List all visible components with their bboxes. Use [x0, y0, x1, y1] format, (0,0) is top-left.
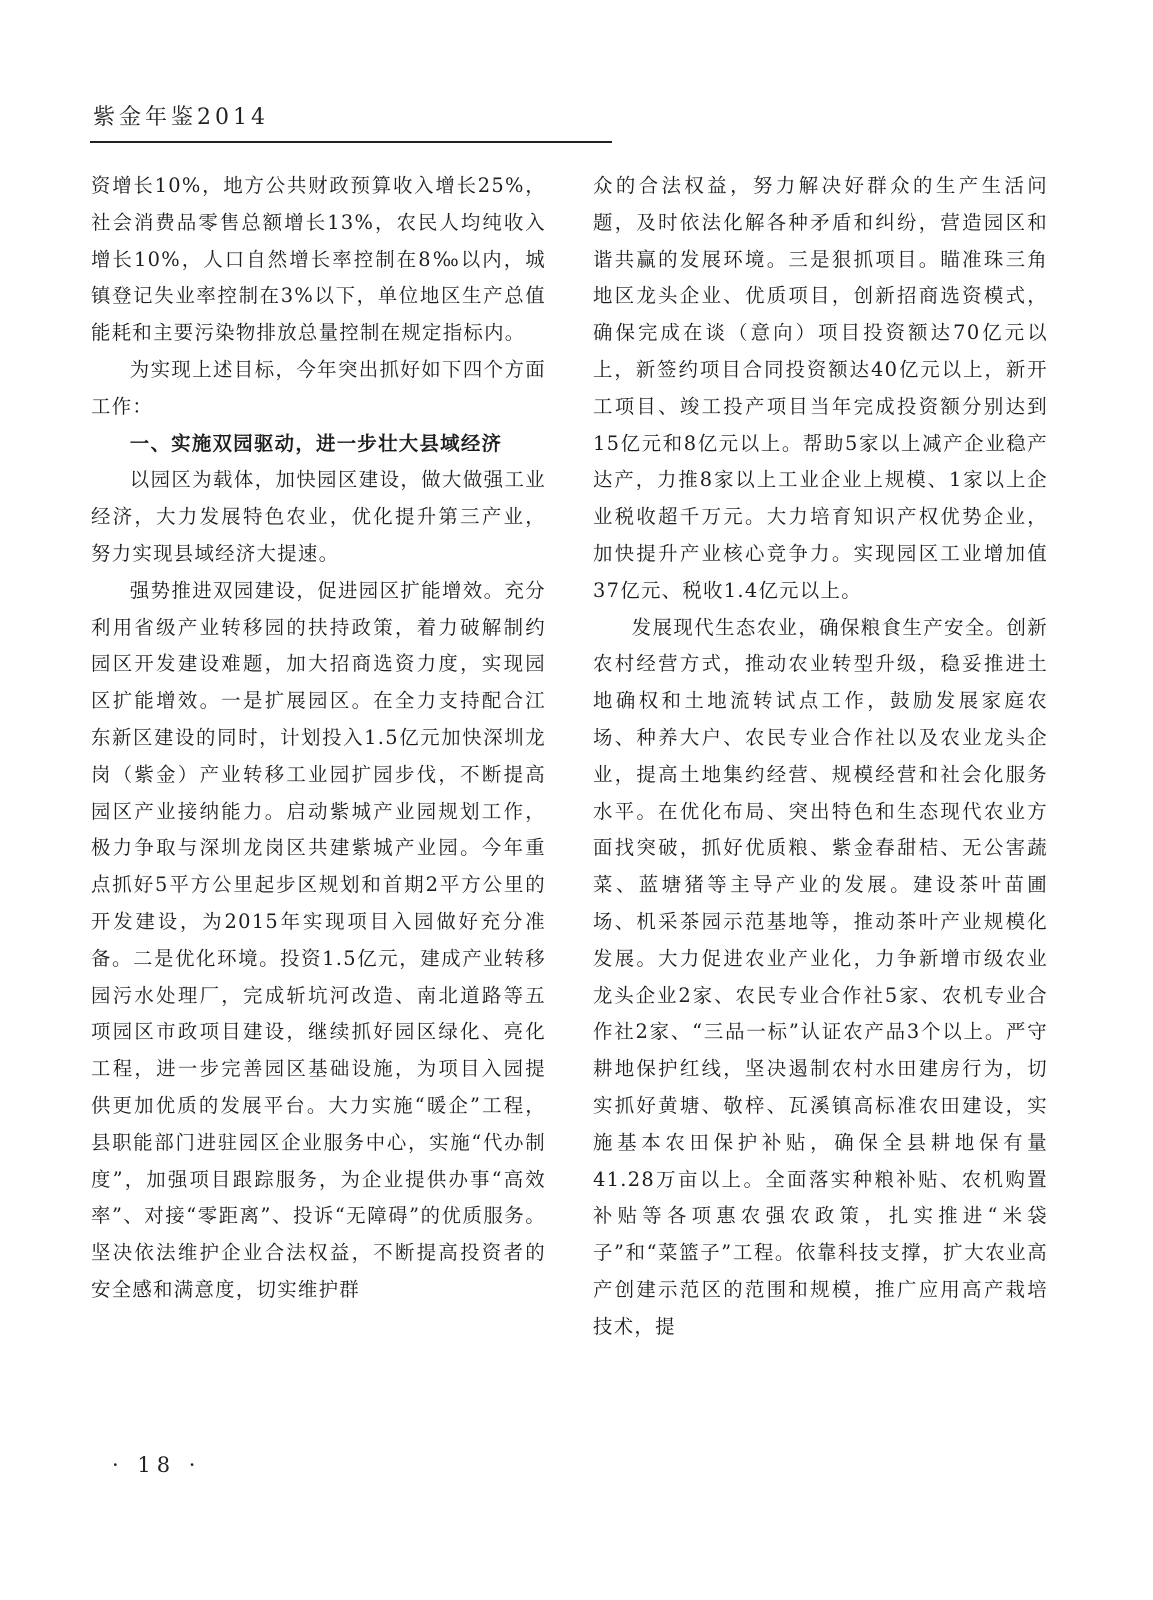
- paragraph: 为实现上述目标，今年突出抓好如下四个方面工作：: [91, 357, 546, 418]
- left-column: [91, 168, 546, 1309]
- paragraph: 以园区为载体，加快园区建设，做大做强工业经济，大力发展特色农业，优化提升第三产业，努力实现县域经济大提速。: [91, 468, 546, 565]
- paragraph: 强势推进双园建设，促进园区扩能增效。充分利用省级产业转移园的扶持政策，着力破解制约园区开发建设难题，加大招商选资力度，实现园区扩能增效。一是扩展园区。在全力支持配合江东新区建设的同时，计划投入1.5亿元加快深圳龙岗（紫金）产业转移工业园扩园步伐，不断提高园区产业接纳能力。启动紫城产业园规划工作，极力争取与深圳龙岗区共建紫城产业园。今年重点抓好5平方公里起步区规划和首期2平方公里的开发建设，为2015年实现项目入园做好充分准备。二是优化环境。投资1.5亿元，建成产业转移园污水处理厂，完成斩坑河改造、南北道路等五项园区市政项目建设，继续抓好园区绿化、亮化工程，进一步完善园区基础设施，为项目入园提供更加优质的发展平台。大力实施“暖企”工程，县职能部门进驻园区企业服务中心，实施“代办制度”，加强项目跟踪服务，为企业提供办事“高效率”、对接“零距离”、投诉“无障碍”的优质服务。坚决依法维护企业合法权益，不断提高投资者的安全感和满意度，切实维护群: [91, 578, 546, 1301]
- header-rule: [90, 141, 612, 143]
- right-column: [593, 168, 1048, 1346]
- paragraph: 资增长10%，地方公共财政预算收入增长25%，社会消费品零售总额增长13%，农民人均纯收入增长10%，人口自然增长率控制在8‰以内，城镇登记失业率控制在3%以下，单位地区生产总值能耗和主要污染物排放总量控制在规定指标内。: [91, 174, 546, 345]
- running-header: 紫金年鉴2014: [93, 105, 269, 130]
- paragraph: 众的合法权益，努力解决好群众的生产生活问题，及时依法化解各种矛盾和纠纷，营造园区和谐共赢的发展环境。三是狠抓项目。瞄准珠三角地区龙头企业、优质项目，创新招商选资模式，确保完成在谈（意向）项目投资额达70亿元以上，新签约项目合同投资额达40亿元以上，新开工项目、竣工投产项目当年完成投资额分别达到15亿元和8亿元以上。帮助5家以上减产企业稳产达产，力推8家以上工业企业上规模、1家以上企业税收超千万元。大力培育知识产权优势企业，加快提升产业核心竞争力。实现园区工业增加值37亿元、税收1.4亿元以上。: [593, 174, 1048, 602]
- section-heading: 一、实施双园驱动，进一步壮大县域经济: [129, 431, 503, 455]
- page-number: · 18 ·: [112, 1453, 202, 1477]
- paragraph: 发展现代生态农业，确保粮食生产安全。创新农村经营方式，推动农业转型升级，稳妥推进土地确权和土地流转试点工作，鼓励发展家庭农场、种养大户、农民专业合作社以及农业龙头企业，提高土地集约经营、规模经营和社会化服务水平。在优化布局、突出特色和生态现代农业方面找突破，抓好优质粮、紫金春甜桔、无公害蔬菜、蓝塘猪等主导产业的发展。建设茶叶苗圃场、机采茶园示范基地等，推动茶叶产业规模化发展。大力促进农业产业化，力争新增市级农业龙头企业2家、农民专业合作社5家、农机专业合作社2家、“三品一标”认证农产品3个以上。严守耕地保护红线，坚决遏制农村水田建房行为，切实抓好黄塘、敬梓、瓦溪镇高标准农田建设，实施基本农田保护补贴，确保全县耕地保有量41.28万亩以上。全面落实种粮补贴、农机购置补贴等各项惠农强农政策，扎实推进“米袋子”和“菜篮子”工程。依靠科技支撑，扩大农业高产创建示范区的范围和规模，推广应用高产栽培技术，提: [593, 615, 1048, 1338]
